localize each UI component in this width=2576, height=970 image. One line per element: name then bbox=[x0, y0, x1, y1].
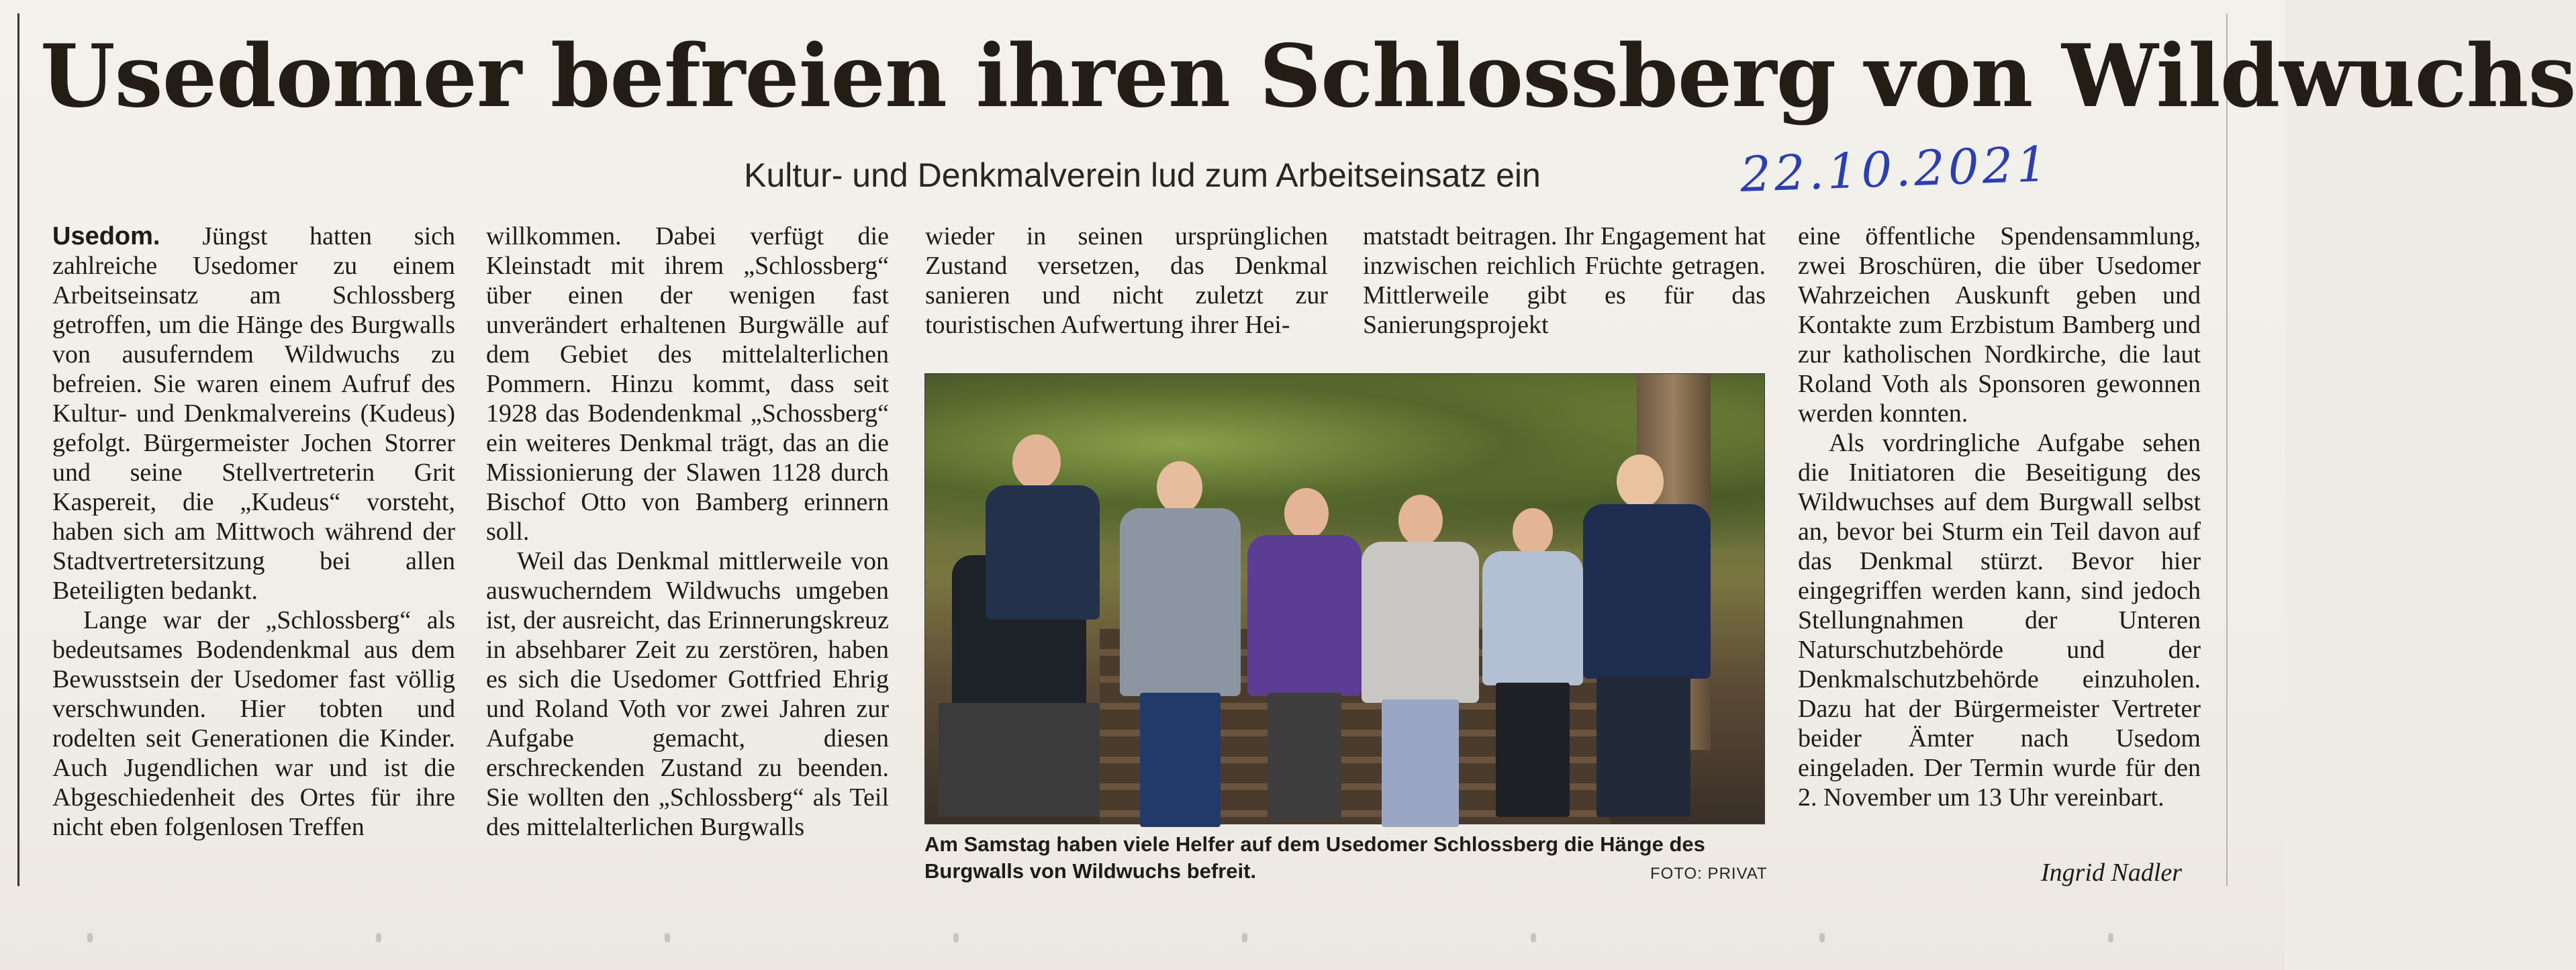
subheadline: Kultur- und Denkmalverein lud zum Arbeitseinsatz ein bbox=[744, 156, 1541, 194]
article-column-5 bbox=[1798, 222, 2201, 812]
perforation-mark bbox=[665, 933, 670, 942]
article-column-2 bbox=[486, 222, 889, 842]
photo-credit: FOTO: PRIVAT bbox=[1650, 865, 1768, 883]
article-column-1 bbox=[52, 222, 455, 842]
article-paragraph: matstadt beitragen. Ihr Engagement hat inzwischen reichlich Früchte getragen. Mittlerweile gibt es für das Sanierungsprojekt bbox=[1363, 222, 1766, 339]
handwritten-date: 22.10.2021 bbox=[1739, 135, 2052, 203]
dateline: Usedom. bbox=[52, 222, 160, 250]
paragraph-text: Jüngst hatten sich zahlreiche Usedomer zu einem Arbeitseinsatz am Schlossberg getroffen, um die Hänge des Burgwalls von ausuferndem Wildwuchs zu befreien. Sie waren einem Aufruf des Kultur- und Denkmalvereins (Kudeus) gefolgt. Bürgermeister Jochen Storrer und seine Stellvertreterin Grit Kaspereit, die „Kudeus“ vorsteht, haben sich am Mittwoch während der Stadtvertretersitzung bei allen Beteiligten bedankt. bbox=[52, 222, 456, 605]
perforation-mark bbox=[376, 933, 381, 942]
article-paragraph: willkommen. Dabei verfügt die Kleinstadt mit ihrem „Schlossberg“ über einen der wenigen fast unverändert erhaltenen Burgwälle auf dem Gebiet des mittelalterlichen Pommern. Hinzu kommt, dass seit 1928 das Bodendenkmal „Schossberg“ ein weiteres Denkmal trägt, das an die Missionierung der Slawen 1128 durch Bischof Otto von Bamberg erinnern soll. bbox=[486, 222, 889, 546]
column-rule-left bbox=[17, 13, 19, 886]
headline: Usedomer befreien ihren Schlossberg von Wildwuchs bbox=[40, 26, 2576, 127]
article-paragraph bbox=[52, 222, 455, 605]
article-paragraph: Weil das Denkmal mittlerweile von auswucherndem Wildwuchs umgeben ist, der ausreicht, das Erinnerungskreuz in absehbarer Zeit zu zerstören, haben es sich die Usedomer Gottfried Ehrig und Roland Voth vor zwei Jahren zur Aufgabe gemacht, diesen erschreckenden Zustand zu beenden. Sie wollten den „Schlossberg“ als Teil des mittelalterlichen Burgwalls bbox=[486, 547, 889, 841]
perforation-mark bbox=[2108, 933, 2113, 942]
article-column-4 bbox=[1363, 222, 1766, 340]
article-paragraph: Als vordringliche Aufgabe sehen die Initiatoren die Beseitigung des Wildwuchses auf dem Burgwall selbst an, bevor bei Sturm ein Teil davon auf das Denkmal stürzt. Bevor hier eingegriffen werden kann, sind jedoch Stellungnahmen der Unteren Naturschutzbehörde und der Denkmalschutzbehörde einzuholen. Dazu hat der Bürgermeister Vertreter beider Ämter nach Usedom eingeladen. Der Termin wurde für den 2. November um 13 Uhr vereinbart. bbox=[1798, 429, 2201, 812]
author-name: Ingrid Nadler bbox=[2041, 859, 2183, 887]
photo-caption: Am Samstag haben viele Helfer auf dem Usedomer Schlossberg die Hänge des Burgwalls von Wildwuchs befreit. bbox=[924, 832, 1705, 883]
article-paragraph: eine öffentliche Spendensammlung, zwei Broschüren, die über Usedomer Wahrzeichen Auskunft geben und Kontakte zum Erzbistum Bamberg und zur katholischen Nordkirche, die laut Roland Voth als Sponsoren gewonnen werden konnten. bbox=[1798, 222, 2201, 428]
article-column-3 bbox=[925, 222, 1328, 340]
perforation-mark bbox=[87, 933, 93, 942]
perforation-mark bbox=[1819, 933, 1825, 942]
perforation-mark bbox=[953, 933, 959, 942]
perforation-mark bbox=[1531, 933, 1536, 942]
column-rule-right bbox=[2226, 13, 2228, 886]
group-photo bbox=[924, 373, 1765, 824]
article-paragraph: wieder in seinen ursprünglichen Zustand versetzen, das Denkmal sanieren und nicht zuletzt zur touristischen Aufwertung ihrer Hei- bbox=[925, 222, 1328, 339]
article-paragraph: Lange war der „Schlossberg“ als bedeutsames Bodendenkmal aus dem Bewusstsein der Usedomer fast völlig verschwunden. Hier tobten und rodelten seit Generationen die Kinder. Auch Jugendlichen war und ist die Abgeschiedenheit des Ortes für ihre nicht eben folgenlosen Treffen bbox=[52, 606, 455, 841]
perforation-mark bbox=[1242, 933, 1247, 942]
